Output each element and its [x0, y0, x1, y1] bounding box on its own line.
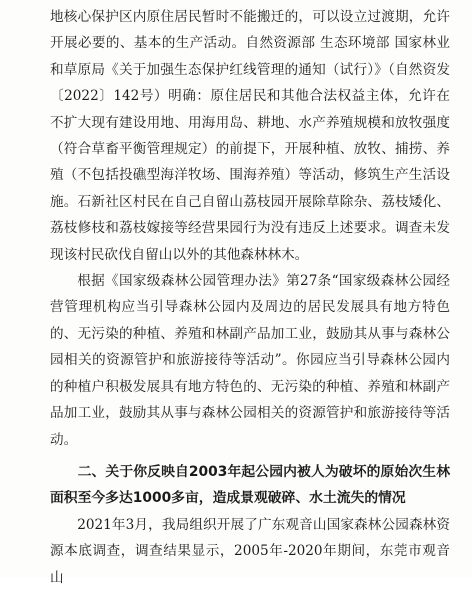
paragraph-protection-zone: 地核心保护区内原住居民暂时不能搬迁的，可以设立过渡期，允许开展必要的、基本的生产活动。自然资源部 生态环境部 国家林业和草原局《关于加强生态保护红线管理的通知（试行）》（自然资发〔2022〕142号）明确：原住居民和其他合法权益主体，允许在不扩大现有建设用地、用海用岛、耕地、水产养殖规模和放牧强度（符合草畜平衡管理规定）的前提下，开展种植、放牧、捕捞、养殖（不包括投礁型海洋牧场、围海养殖）等活动，修筑生产生活设施。石新社区村民在自己自留山荔枝园开展除草除杂、荔枝矮化、荔枝修枝和荔枝嫁接等经营果园行为没有违反上述要求。调查未发现该村民砍伐自留山以外的其他森林林木。 — [50, 9, 450, 263]
paragraph-survey-2021: 2021年3月，我局组织开展了广东观音山国家森林公园森林资源本底调查，调查结果显示，2005年-2020年期间，东莞市观音山 — [50, 516, 450, 586]
section-heading-two: 二、关于你反映自2003年起公园内被人为破坏的原始次生林面积至今多达1000多亩，造成景观破碎、水土流失的情况 — [50, 463, 450, 507]
paragraph-forest-park-regulation: 根据《国家级森林公园管理办法》第27条“国家级森林公园经营管理机构应当引导森林公园内及周边的居民发展具有地方特色的、无污染的种植、养殖和林副产品加工业，鼓励其从事与森林公园相关的资源管护和旅游接待等活动”。你园应当引导森林公园内的种植户积极发展具有地方特色的、无污染的种植、养殖和林副产品加工业，鼓励其从事与森林公园相关的资源管护和旅游接待等活动。 — [50, 273, 450, 448]
